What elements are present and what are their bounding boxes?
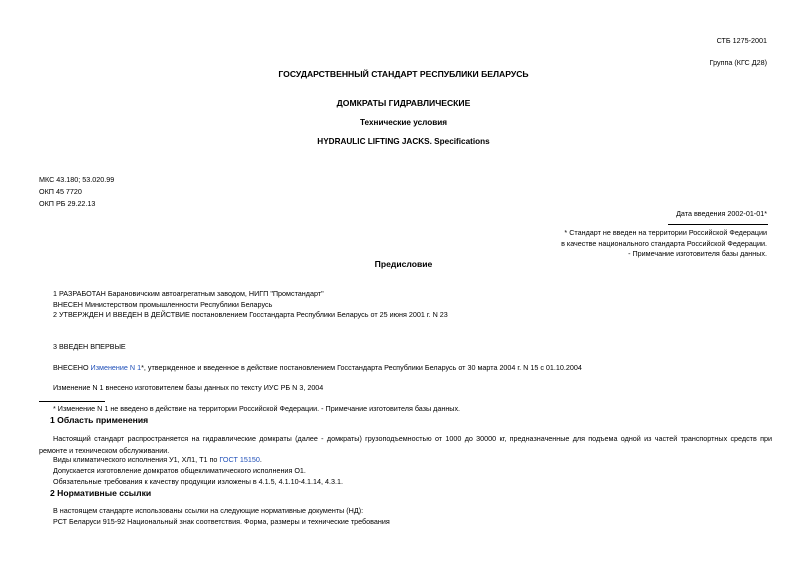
english-title: HYDRAULIC LIFTING JACKS. Specifications [317,137,490,146]
section-2-title: 2 Нормативные ссылки [50,488,152,498]
mks-code: МКС 43.180; 53.020.99 [39,175,115,184]
document-title: ДОМКРАТЫ ГИДРАВЛИЧЕСКИЕ [336,98,471,108]
footnote-divider [39,401,105,402]
standard-code: СТБ 1275-2001 [716,36,767,45]
preface-item-1b: ВНЕСЕН Министерством промышленности Республики Беларусь [53,300,273,309]
preface-item-1: 1 РАЗРАБОТАН Барановичским автоагрегатным заводом, НИГП "Промстандарт" [53,289,324,298]
section-1-paragraph-1: Настоящий стандарт распространяется на гидравлические домкраты (далее - домкраты) грузоподъемностью от 1000 до 30000 кг, предназначенные для подъема одной из частей транспортных средств при ремонте и техническом обслуживании. [39,434,772,455]
amendment-prefix: ВНЕСЕНО [53,363,91,372]
section-2-paragraph-1: В настоящем стандарте использованы ссылки на следующие нормативные документы (НД): [53,506,364,515]
preface-title: Предисловие [374,259,433,269]
document-subtitle: Технические условия [359,118,448,127]
section-1-paragraph-3: Допускается изготовление домкратов общеклиматического исполнения О1. [53,466,306,475]
group-code: Группа (КГС Д28) [709,58,767,67]
section-1-paragraph-2 [53,456,262,465]
okp-rb-code: ОКП РБ 29.22.13 [39,199,96,208]
preface-item-2: 2 УТВЕРЖДЕН И ВВЕДЕН В ДЕЙСТВИЕ постановлением Госстандарта Республики Беларусь от 25 июня 2001 г. N 23 [53,310,448,319]
amendment-line [53,364,582,373]
amendment-suffix: *, утвержденное и введенное в действие постановлением Госстандарта Республики Беларусь от 30 марта 2004 г. N 15 с 01.10.2004 [141,363,582,372]
note-line-1: * Стандарт не введен на территории Российской Федерации [564,228,767,237]
preface-item-3: 3 ВВЕДЕН ВПЕРВЫЕ [53,342,126,351]
note-line-3: - Примечание изготовителя базы данных. [628,249,767,258]
amendment-link[interactable]: Изменение N 1 [90,363,142,372]
section-2-paragraph-2: РСТ Беларуси 915-92 Национальный знак соответствия. Форма, размеры и технические требования [53,517,390,526]
gost-link[interactable]: ГОСТ 15150 [219,455,260,464]
climate-suffix: . [259,455,262,464]
note-divider [668,224,768,225]
org-title: ГОСУДАРСТВЕННЫЙ СТАНДАРТ РЕСПУБЛИКИ БЕЛАРУСЬ [278,69,529,79]
okp-code: ОКП 45 7720 [39,187,82,196]
climate-text: Виды климатического исполнения У1, ХЛ1, Т1 по [53,455,220,464]
note-line-2: в качестве национального стандарта Российской Федерации. [561,239,767,248]
section-1-title: 1 Область применения [50,415,149,425]
intro-date: Дата введения 2002-01-01* [676,209,767,218]
amendment-note: Изменение N 1 внесено изготовителем базы данных по тексту ИУС РБ N 3, 2004 [53,383,324,392]
section-1-paragraph-4: Обязательные требования к качеству продукции изложены в 4.1.5, 4.1.10-4.1.14, 4.3.1. [53,477,343,486]
footnote: * Изменение N 1 не введено в действие на территории Российской Федерации. - Примечание изготовителя базы данных. [53,404,461,413]
